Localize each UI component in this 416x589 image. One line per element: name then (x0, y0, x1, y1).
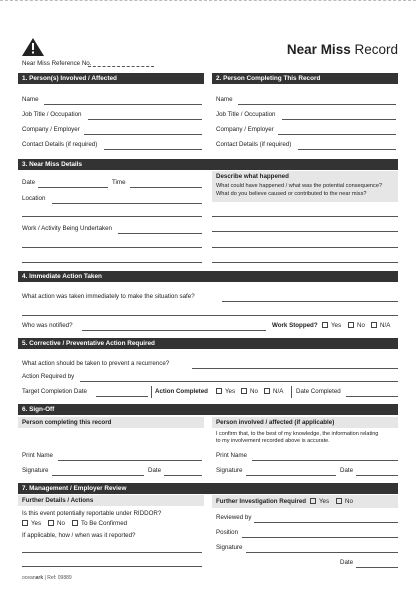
s7-date-label: Date (340, 559, 354, 566)
section1-header: 1. Person(s) Involved / Affected (18, 73, 204, 84)
s5-date-completed-label: Date Completed (296, 388, 341, 395)
s2-name-field[interactable] (238, 104, 396, 105)
s1-job-label: Job Title / Occupation (22, 111, 82, 118)
s7-signature-field[interactable] (246, 552, 398, 553)
s7-riddor-question: Is this event potentially reportable under RIDDOR? (22, 510, 162, 517)
s7-further-yes-checkbox[interactable] (310, 498, 316, 504)
s1-name-field[interactable] (44, 104, 202, 105)
s3-activity-field[interactable] (118, 233, 202, 234)
s5-no-checkbox[interactable] (241, 388, 247, 394)
s6-confirm-2: to my involvement recorded above is accurate. (216, 438, 330, 444)
s7-reviewed-label: Reviewed by (216, 514, 252, 521)
s5-question: What action should be taken to prevent a recurrence? (22, 360, 170, 367)
s6-left-sig-label: Signature (22, 467, 49, 474)
s6-confirm-1: I confirm that, to the best of my knowledge, the information relating (216, 431, 379, 437)
s6-left-print-field[interactable] (58, 460, 202, 461)
s4-question: What action was taken immediately to make the situation safe? (22, 293, 195, 300)
s2-company-field[interactable] (278, 134, 396, 135)
s3-date-label: Date (22, 179, 36, 186)
s3-location-label: Location (22, 195, 46, 202)
s7-position-field[interactable] (242, 537, 398, 538)
s7-further-label: Further Investigation Required (216, 498, 307, 505)
s5-date-completed-field[interactable] (346, 396, 398, 397)
describe-line-3[interactable] (212, 247, 398, 248)
s6-right-title: Person involved / affected (if applicable) (216, 419, 335, 426)
s2-contact-field[interactable] (298, 149, 396, 150)
s6-left-print-label: Print Name (22, 452, 53, 459)
s3-time-field[interactable] (130, 187, 202, 188)
s1-contact-field[interactable] (104, 149, 202, 150)
s5-yes-option[interactable]: Yes (216, 388, 235, 396)
s1-company-label: Company / Employer (22, 126, 80, 133)
s4-no-checkbox[interactable] (348, 322, 354, 328)
top-rule (0, 0, 416, 1)
s7-reviewed-field[interactable] (254, 522, 398, 523)
s7-no-checkbox[interactable] (48, 520, 54, 526)
describe-q2: What do you believe caused or contributed to the near miss? (216, 191, 367, 197)
s7-how-when-label: If applicable, how / when was it reported? (22, 532, 136, 539)
s5-target-field[interactable] (96, 396, 148, 397)
s7-position-label: Position (216, 529, 239, 536)
s1-contact-label: Contact Details (if required) (22, 141, 98, 148)
s5-required-by-label: Action Required by (22, 373, 75, 380)
reference-label: Near Miss Reference No. (22, 60, 92, 67)
s5-target-label: Target Completion Date (22, 388, 88, 395)
describe-q1: What could have happened / what was the potential consequence? (216, 183, 383, 189)
s4-yes-option[interactable]: Yes (322, 322, 341, 330)
s3-time-label: Time (112, 179, 126, 186)
s4-na-option[interactable]: N/A (371, 322, 390, 330)
s4-yes-checkbox[interactable] (322, 322, 328, 328)
s3-location-field[interactable] (52, 203, 202, 204)
section4-header: 4. Immediate Action Taken (18, 271, 398, 282)
describe-line-1[interactable] (212, 216, 398, 217)
s7-yes-option[interactable]: Yes (22, 520, 41, 528)
s2-job-label: Job Title / Occupation (216, 111, 276, 118)
s7-date-field[interactable] (356, 567, 398, 568)
warning-triangle-icon (22, 38, 44, 56)
s3-location-field-2[interactable] (22, 216, 202, 217)
s7-further-no-option[interactable]: No (336, 498, 353, 506)
s6-left-date-field[interactable] (164, 475, 202, 476)
s3-activity-label: Work / Activity Being Undertaken (22, 225, 112, 232)
s7-signature-label: Signature (216, 544, 243, 551)
s7-no-option[interactable]: No (48, 520, 65, 528)
s7-yes-checkbox[interactable] (22, 520, 28, 526)
s2-contact-label: Contact Details (if required) (216, 141, 292, 148)
s5-completed-label: Action Completed (155, 388, 208, 395)
s5-answer-1[interactable] (192, 368, 398, 369)
s6-right-print-label: Print Name (216, 452, 247, 459)
s6-right-sig-label: Signature (216, 467, 243, 474)
s1-name-label: Name (22, 96, 39, 103)
s5-divider-2 (291, 386, 292, 398)
section2-header: 2. Person Completing This Record (212, 73, 398, 84)
page-title: Near Miss Record (286, 42, 398, 57)
s7-tbc-checkbox[interactable] (72, 520, 78, 526)
section5-header: 5. Corrective / Preventative Action Required (18, 338, 398, 349)
s7-further-yes-option[interactable]: Yes (310, 498, 329, 506)
reference-field[interactable] (88, 66, 154, 67)
s3-date-field[interactable] (38, 187, 108, 188)
s4-notified-field[interactable] (82, 330, 266, 331)
s6-left-date-label: Date (148, 467, 162, 474)
s5-no-option[interactable]: No (241, 388, 258, 396)
section3-header: 3. Near Miss Details (18, 159, 398, 170)
s4-answer-2[interactable] (22, 315, 398, 316)
s3-activity-field-3[interactable] (22, 262, 202, 263)
s5-na-option[interactable]: N/A (264, 388, 283, 396)
s4-no-option[interactable]: No (348, 322, 365, 330)
s3-activity-field-2[interactable] (22, 247, 202, 248)
s6-right-date-label: Date (340, 467, 354, 474)
describe-title: Describe what happened (216, 173, 289, 180)
s6-right-date-field[interactable] (356, 475, 398, 476)
s2-job-field[interactable] (282, 119, 396, 120)
s5-required-by-field[interactable] (80, 381, 398, 382)
footer-brand: oceanark | Ref: 09889 (22, 575, 72, 581)
s1-job-field[interactable] (88, 119, 202, 120)
s6-right-print-field[interactable] (252, 460, 398, 461)
s5-divider-1 (151, 386, 152, 398)
describe-line-2[interactable] (212, 231, 398, 232)
s2-company-label: Company / Employer (216, 126, 274, 133)
s4-notified-label: Who was notified? (22, 322, 73, 329)
s2-name-label: Name (216, 96, 233, 103)
s4-work-stopped-label: Work Stopped? (272, 322, 318, 329)
s5-na-checkbox[interactable] (264, 388, 270, 394)
s7-how-when-field-2[interactable] (22, 566, 202, 567)
s4-na-checkbox[interactable] (371, 322, 377, 328)
s6-left-title: Person completing this record (22, 419, 112, 426)
s7-further-no-checkbox[interactable] (336, 498, 342, 504)
describe-line-4[interactable] (212, 262, 398, 263)
section7-header: 7. Management / Employer Review (18, 483, 398, 494)
section6-header: 6. Sign-Off (18, 404, 398, 415)
s7-left-title: Further Details / Actions (22, 497, 94, 504)
s7-how-when-field-1[interactable] (22, 552, 202, 553)
s4-answer-1[interactable] (222, 301, 398, 302)
s5-yes-checkbox[interactable] (216, 388, 222, 394)
s6-right-sig-field[interactable] (246, 475, 336, 476)
s6-left-sig-field[interactable] (52, 475, 144, 476)
s7-tbc-option[interactable]: To Be Confirmed (72, 520, 127, 528)
s1-company-field[interactable] (84, 134, 202, 135)
